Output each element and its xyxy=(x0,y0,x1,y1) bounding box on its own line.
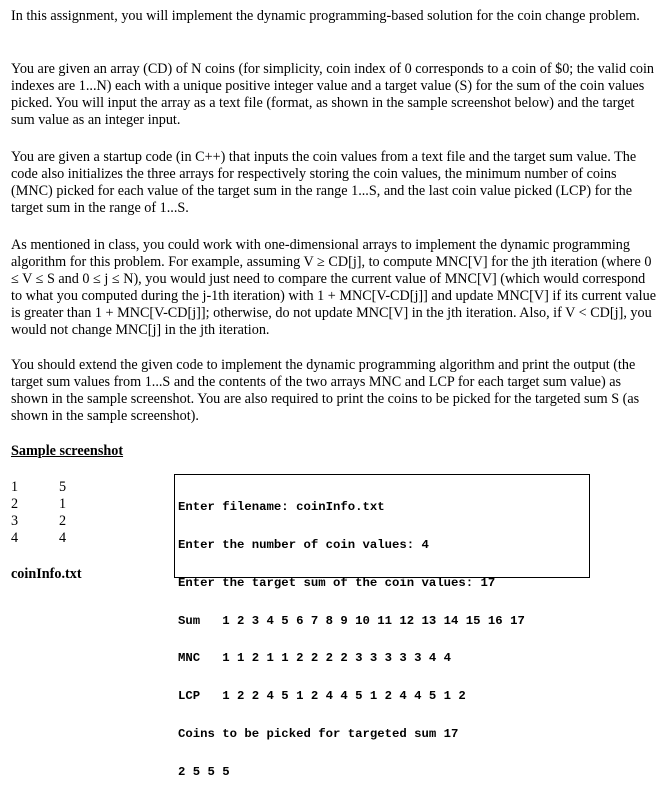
problem-paragraph: You are given an array (CD) of N coins (for simplicity, coin index of 0 corresponds to a coin of $0; the valid coin indexes are 1...N) each with a unique positive integer value and a target value (S) for the sum of the coin values picked. You will input the array as a text file (format, as shown in the sample screenshot below) and the target sum value as an integer input. xyxy=(11,61,655,128)
console-line: Coins to be picked for targeted sum 17 xyxy=(178,726,459,741)
file-row xyxy=(11,496,66,513)
console-line: Enter the target sum of the coin values: 17 xyxy=(178,575,496,590)
file-row-value: 5 xyxy=(59,479,67,495)
console-line: LCP 1 2 2 4 5 1 2 4 4 5 1 2 4 4 5 1 2 xyxy=(178,689,466,704)
file-name-caption: coinInfo.txt xyxy=(11,566,82,582)
sample-screenshot-heading: Sample screenshot xyxy=(11,443,124,459)
console-output xyxy=(174,474,590,779)
algorithm-paragraph: As mentioned in class, you could work with one-dimensional arrays to implement the dynamic programming algorithm for this problem. For example, assuming V ≥ CD[j], to compute MNC[V] for the jth iteration (where 0 ≤ V ≤ S and 0 ≤ j ≤ N), you would just need to compare the current value of MNC[V] (which would correspond to what you computed during the j-1th iteration) with 1 + MNC[V-CD[j]] and update MNC[V] if its current value is greater than 1 + MNC[V-CD[j]]; otherwise, do not update MNC[V] in the jth iteration. Also, if V < CD[j], you would not change MNC[j] in the jth iteration. xyxy=(11,237,656,338)
console-line: Sum 1 2 3 4 5 6 7 8 9 10 11 12 13 14 15 16 17 xyxy=(178,613,525,628)
file-row-index: 1 xyxy=(11,479,19,495)
console-line: MNC 1 1 2 1 1 2 2 2 2 3 3 3 3 3 4 4 xyxy=(178,651,452,666)
file-row xyxy=(11,479,66,496)
console-line: 2 5 5 5 xyxy=(178,764,230,779)
file-row xyxy=(11,530,66,547)
coin-file-contents xyxy=(11,479,66,547)
console-line: Enter the number of coin values: 4 xyxy=(178,537,429,552)
file-row-index: 3 xyxy=(11,513,19,529)
output-paragraph: You should extend the given code to implement the dynamic programming algorithm and print the output (the target sum values from 1...S and the contents of the two arrays MNC and LCP for each target sum value) as shown in the sample screenshot. You are also required to print the coins to be picked for the targeted sum S (as shown in the sample screenshot). xyxy=(11,357,640,424)
file-row-value: 1 xyxy=(59,496,67,512)
file-row-value: 2 xyxy=(59,513,67,529)
file-row xyxy=(11,513,66,530)
startup-code-paragraph: You are given a startup code (in C++) that inputs the coin values from a text file and the target sum value. The code also initializes the three arrays for respectively storing the coin values, the minimum number of coins (MNC) picked for each value of the target sum in the range 1...S, and the last coin value picked (LCP) for the target sum in the range of 1...S. xyxy=(11,149,637,216)
intro-paragraph: In this assignment, you will implement the dynamic programming-based solution for the coin change problem. xyxy=(11,8,640,24)
file-row-index: 4 xyxy=(11,530,19,546)
file-row-value: 4 xyxy=(59,530,67,546)
console-line: Enter filename: coinInfo.txt xyxy=(178,500,385,515)
file-row-index: 2 xyxy=(11,496,19,512)
